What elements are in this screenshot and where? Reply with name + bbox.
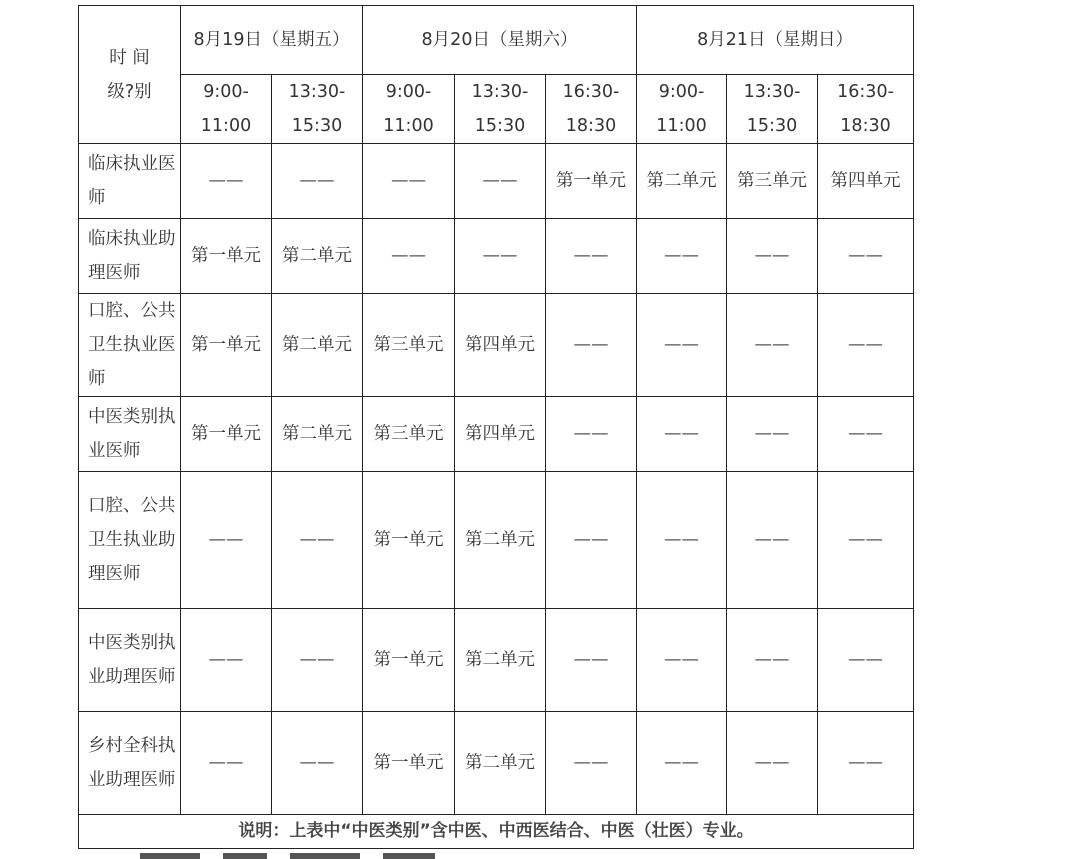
- note-row: [79, 815, 914, 849]
- schedule-cell: 第三单元: [727, 144, 818, 219]
- row-label: 临床执业助理医师: [79, 219, 181, 294]
- table-row: [79, 219, 914, 294]
- text-fragment: [140, 853, 200, 859]
- text-fragment: [383, 853, 435, 859]
- schedule-cell: 第二单元: [272, 397, 363, 472]
- table-row: [79, 472, 914, 609]
- table-row: [79, 144, 914, 219]
- schedule-cell: ——: [727, 294, 818, 397]
- time-header: 9:00-11:00: [637, 75, 727, 144]
- schedule-cell: ——: [272, 609, 363, 712]
- row-label: 口腔、公共卫生执业医师: [79, 294, 181, 397]
- time-header: 13:30-15:30: [727, 75, 818, 144]
- row-label: 中医类别执业助理医师: [79, 609, 181, 712]
- schedule-cell: 第二单元: [455, 712, 546, 815]
- time-header: 13:30-15:30: [455, 75, 546, 144]
- schedule-cell: 第二单元: [637, 144, 727, 219]
- text-fragment: [223, 853, 267, 859]
- schedule-cell: ——: [818, 712, 914, 815]
- time-header: 9:00-11:00: [363, 75, 455, 144]
- schedule-cell: ——: [818, 294, 914, 397]
- time-header: 9:00-11:00: [181, 75, 272, 144]
- schedule-cell: ——: [818, 609, 914, 712]
- schedule-cell: 第一单元: [363, 472, 455, 609]
- schedule-cell: ——: [818, 397, 914, 472]
- schedule-cell: ——: [181, 609, 272, 712]
- corner-time-label: 时 间: [109, 47, 150, 68]
- schedule-cell: ——: [637, 472, 727, 609]
- schedule-cell: 第一单元: [181, 219, 272, 294]
- schedule-cell: 第四单元: [818, 144, 914, 219]
- schedule-cell: ——: [181, 472, 272, 609]
- schedule-cell: ——: [546, 294, 637, 397]
- row-label: 口腔、公共卫生执业助理医师: [79, 472, 181, 609]
- time-header: 13:30-15:30: [272, 75, 363, 144]
- schedule-cell: ——: [546, 219, 637, 294]
- schedule-cell: ——: [181, 712, 272, 815]
- schedule-cell: 第二单元: [272, 219, 363, 294]
- schedule-cell: ——: [181, 144, 272, 219]
- corner-header-cell: [79, 6, 181, 144]
- schedule-cell: ——: [818, 472, 914, 609]
- table-row: [79, 712, 914, 815]
- clipped-next-line: [140, 853, 520, 859]
- schedule-cell: 第二单元: [272, 294, 363, 397]
- corner-level-label: 级?别: [107, 81, 152, 102]
- time-header: 16:30-18:30: [818, 75, 914, 144]
- schedule-cell: 第三单元: [363, 294, 455, 397]
- date-header: 8月20日（星期六）: [363, 6, 637, 75]
- schedule-cell: 第四单元: [455, 294, 546, 397]
- schedule-cell: ——: [727, 712, 818, 815]
- schedule-cell: ——: [637, 397, 727, 472]
- schedule-cell: 第二单元: [455, 472, 546, 609]
- schedule-cell: ——: [272, 472, 363, 609]
- schedule-cell: ——: [272, 712, 363, 815]
- schedule-cell: 第四单元: [455, 397, 546, 472]
- schedule-cell: ——: [455, 219, 546, 294]
- schedule-cell: 第一单元: [546, 144, 637, 219]
- header-row-times: [79, 75, 914, 144]
- header-row-dates: [79, 6, 914, 75]
- schedule-cell: ——: [637, 712, 727, 815]
- schedule-cell: 第一单元: [181, 294, 272, 397]
- table-row: [79, 397, 914, 472]
- row-label: 乡村全科执业助理医师: [79, 712, 181, 815]
- schedule-cell: ——: [818, 219, 914, 294]
- schedule-cell: ——: [637, 609, 727, 712]
- schedule-cell: 第一单元: [181, 397, 272, 472]
- schedule-cell: ——: [363, 219, 455, 294]
- schedule-cell: 第一单元: [363, 609, 455, 712]
- exam-schedule-table: [78, 5, 914, 849]
- schedule-cell: ——: [727, 397, 818, 472]
- time-header: 16:30-18:30: [546, 75, 637, 144]
- schedule-cell: ——: [363, 144, 455, 219]
- schedule-cell: ——: [546, 472, 637, 609]
- schedule-cell: ——: [455, 144, 546, 219]
- schedule-cell: ——: [546, 397, 637, 472]
- row-label: 中医类别执业医师: [79, 397, 181, 472]
- schedule-cell: ——: [727, 609, 818, 712]
- schedule-cell: ——: [272, 144, 363, 219]
- schedule-cell: ——: [546, 712, 637, 815]
- schedule-cell: 第一单元: [363, 712, 455, 815]
- row-label: 临床执业医师: [79, 144, 181, 219]
- schedule-cell: ——: [637, 219, 727, 294]
- table-note: 说明：上表中“中医类别”含中医、中西医结合、中医（壮医）专业。: [79, 815, 914, 849]
- schedule-cell: ——: [727, 472, 818, 609]
- table-row: [79, 609, 914, 712]
- schedule-cell: 第三单元: [363, 397, 455, 472]
- schedule-cell: ——: [727, 219, 818, 294]
- schedule-cell: 第二单元: [455, 609, 546, 712]
- schedule-cell: ——: [546, 609, 637, 712]
- date-header: 8月19日（星期五）: [181, 6, 363, 75]
- schedule-cell: ——: [637, 294, 727, 397]
- table-row: [79, 294, 914, 397]
- date-header: 8月21日（星期日）: [637, 6, 914, 75]
- text-fragment: [290, 853, 360, 859]
